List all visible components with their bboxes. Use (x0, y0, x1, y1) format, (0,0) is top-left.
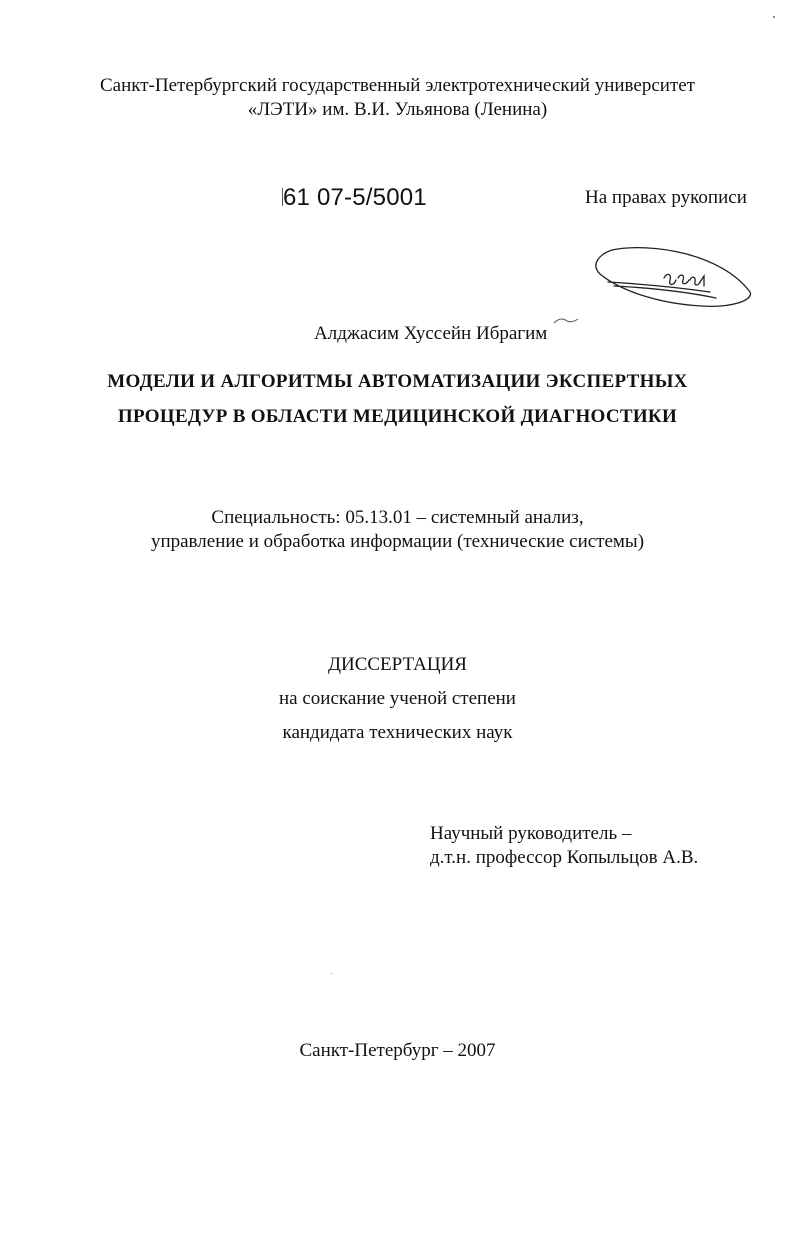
specialty: Специальность: 05.13.01 – системный анализ, (211, 507, 584, 528)
dissertation-title: МОДЕЛИ И АЛГОРИТМЫ АВТОМАТИЗАЦИИ ЭКСПЕРТНЫХ (107, 371, 688, 392)
scan-speck (773, 16, 775, 18)
manuscript-note: На правах рукописи (585, 187, 747, 208)
author-name: Алджасим Хуссейн Ибрагим (314, 323, 548, 344)
scan-speck (331, 973, 332, 974)
dissertation-title-line2: ПРОЦЕДУР В ОБЛАСТИ МЕДИЦИНСКОЙ ДИАГНОСТИКИ (117, 406, 678, 427)
university-name-line2: «ЛЭТИ» им. В.И. Ульянова (Ленина) (247, 99, 548, 120)
pen-mark (553, 316, 579, 326)
degree-name: кандидата технических наук (282, 722, 513, 743)
specialty-line2: управление и обработка информации (технические системы) (150, 531, 645, 552)
city-year: Санкт-Петербург – 2007 (299, 1040, 496, 1061)
university-name: Санкт-Петербургский государственный электротехнический университет (100, 75, 695, 96)
supervisor-name: д.т.н. профессор Копыльцов А.В. (430, 847, 699, 868)
catalog-number: 61 07-5/5001 (283, 184, 427, 211)
signature-icon (592, 244, 757, 314)
document-type: ДИССЕРТАЦИЯ (328, 654, 467, 675)
supervisor-label: Научный руководитель – (430, 823, 632, 844)
degree-purpose: на соискание ученой степени (279, 688, 516, 709)
